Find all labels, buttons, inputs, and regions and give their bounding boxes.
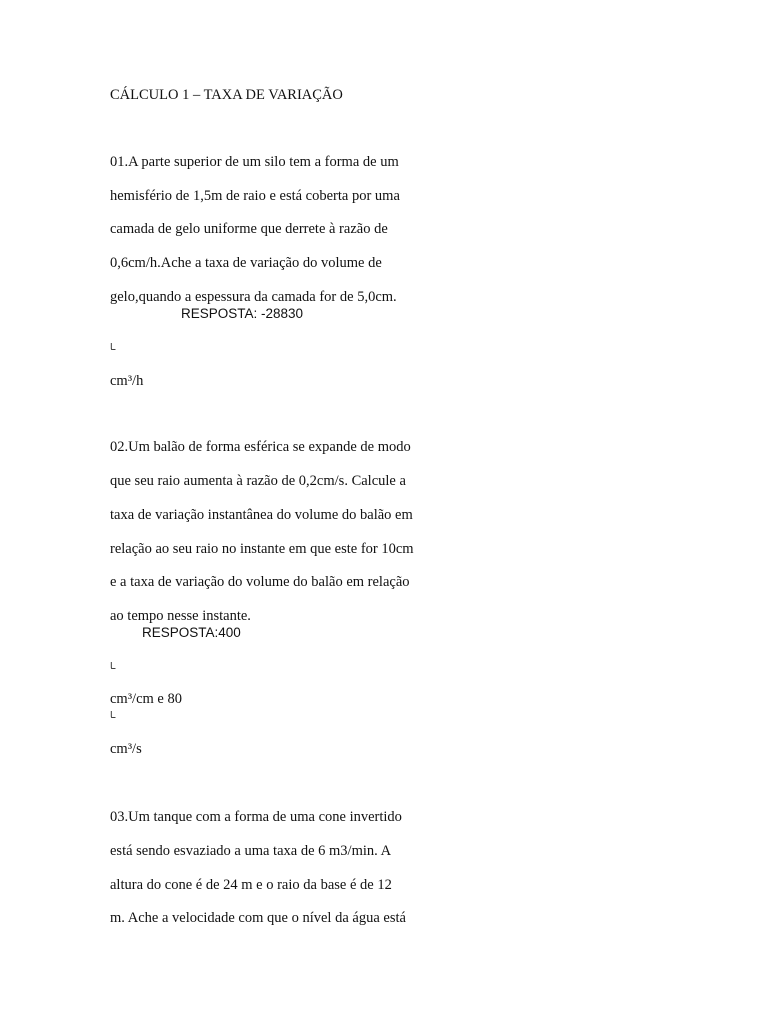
question-2-unit-2: cm³/s xyxy=(110,741,142,757)
question-2-line-2: que seu raio aumenta à razão de 0,2cm/s. Calcule a xyxy=(110,473,406,489)
question-2-symbol-2: ـا xyxy=(110,711,116,721)
question-1-line-2: hemisfério de 1,5m de raio e está coberta por uma xyxy=(110,188,400,204)
question-2-line-3: taxa de variação instantânea do volume do balão em xyxy=(110,507,413,523)
question-3-line-2: está sendo esvaziado a uma taxa de 6 m3/min. A xyxy=(110,843,392,859)
question-1-unit: cm³/h xyxy=(110,373,144,389)
question-2-answer: RESPOSTA:400 xyxy=(142,625,241,640)
question-1-line-4: 0,6cm/h.Ache a taxa de variação do volume de xyxy=(110,255,382,271)
question-2-line-1: 02.Um balão de forma esférica se expande de modo xyxy=(110,439,411,455)
question-1-line-1: 01.A parte superior de um silo tem a forma de um xyxy=(110,154,399,170)
question-1-line-5: gelo,quando a espessura da camada for de 5,0cm. xyxy=(110,289,397,305)
question-2-unit-1: cm³/cm e 80 xyxy=(110,691,182,707)
question-3-line-4: m. Ache a velocidade com que o nível da água está xyxy=(110,910,406,926)
question-3-line-3: altura do cone é de 24 m e o raio da base é de 12 xyxy=(110,877,392,893)
document-title: CÁLCULO 1 – TAXA DE VARIAÇÃO xyxy=(110,87,343,103)
question-2-line-5: e a taxa de variação do volume do balão em relação xyxy=(110,574,410,590)
question-2-line-4: relação ao seu raio no instante em que este for 10cm xyxy=(110,541,414,557)
question-2-line-6: ao tempo nesse instante. xyxy=(110,608,251,624)
question-2-symbol-1: ـا xyxy=(110,662,116,672)
question-3-line-1: 03.Um tanque com a forma de uma cone invertido xyxy=(110,809,402,825)
question-1-answer: RESPOSTA: -28830 xyxy=(181,306,304,321)
question-1-symbol: ـا xyxy=(110,343,116,353)
question-1-line-3: camada de gelo uniforme que derrete à razão de xyxy=(110,221,388,237)
